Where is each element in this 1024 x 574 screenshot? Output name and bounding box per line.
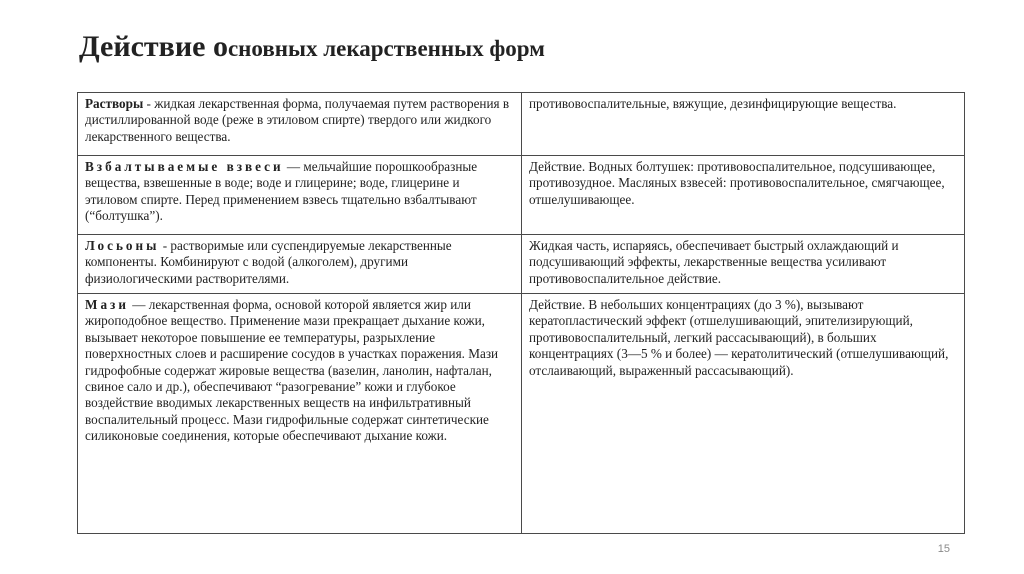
form-action: Жидкая часть, испаряясь, обеспечивает быстрый охлаждающий и подсушивающий эффекты, лекарственные вещества усиливают противовоспалительное действие. [529, 238, 899, 286]
form-description-cell [78, 294, 522, 534]
form-action: Действие. В небольших концентрациях (до 3 %), вызывают кератопластический эффект (отшелушивающий, эпителизирующий, противовоспалительный, легкий рассасывающий), в больших концентрациях (3—5 % и более) — кератолитический (отшелушивающий, отслаивающий, выраженный рассасывающий). [529, 297, 949, 378]
form-term: Лосьоны [85, 238, 160, 253]
table-row [78, 156, 965, 235]
form-description: — лекарственная форма, основой которой является жир или жироподобное вещество. Применение мази прекращает дыхание кожи, вызывает некоторое повышение ее температуры, разрыхление поверхностных слоев и расширение сосудов в участках поражения. Мази гидрофобные содержат жировые вещества (вазелин, ланолин, нафталан, свиное сало и др.), обеспечивают “разогревание” кожи и глубокое воздействие вводимых лекарственных веществ на инфильтративный воспалительный процесс. Мази гидрофильные содержат синтетические силиконовые соединения, которые обеспечивают дыхание кожи. [85, 297, 499, 444]
form-description: — мельчайшие порошкообразные вещества, взвешенные в воде; воде и глицерине; воде, глицерине и этиловом спирте. Перед применением взвесь тщательно взбалтывают (“болтушка”). [85, 159, 478, 224]
slide-title-part2: сновных лекарственных форм [227, 36, 545, 61]
form-action: противовоспалительные, вяжущие, дезинфицирующие вещества. [529, 96, 897, 111]
form-action: Действие. Водных болтушек: противовоспалительное, подсушивающее, противозудное. Масляных взвесей: противовоспалительное, смягчающее, отшелушивающее. [529, 159, 945, 207]
form-term: Мази [85, 297, 129, 312]
form-term: Растворы [85, 96, 144, 111]
form-description-cell [78, 93, 522, 156]
slide-title [79, 30, 545, 64]
table-row [78, 235, 965, 294]
table-row [78, 294, 965, 534]
table-row [78, 93, 965, 156]
form-action-cell [522, 156, 965, 235]
forms-table [77, 92, 965, 534]
form-term: Взбалтываемые взвеси [85, 159, 284, 174]
form-description: - жидкая лекарственная форма, получаемая путем растворения в дистиллированной воде (реже в этиловом спирте) твердого или жидкого лекарственного вещества. [85, 96, 510, 144]
form-description-cell [78, 156, 522, 235]
form-action-cell [522, 235, 965, 294]
form-action-cell [522, 294, 965, 534]
form-description-cell [78, 235, 522, 294]
page-number: 15 [937, 543, 950, 555]
form-action-cell [522, 93, 965, 156]
slide-title-part1: Действие о [79, 30, 228, 63]
form-description: - растворимые или суспендируемые лекарственные компоненты. Комбинируют с водой (алкоголем), другими физиологическими растворителями. [85, 238, 452, 286]
